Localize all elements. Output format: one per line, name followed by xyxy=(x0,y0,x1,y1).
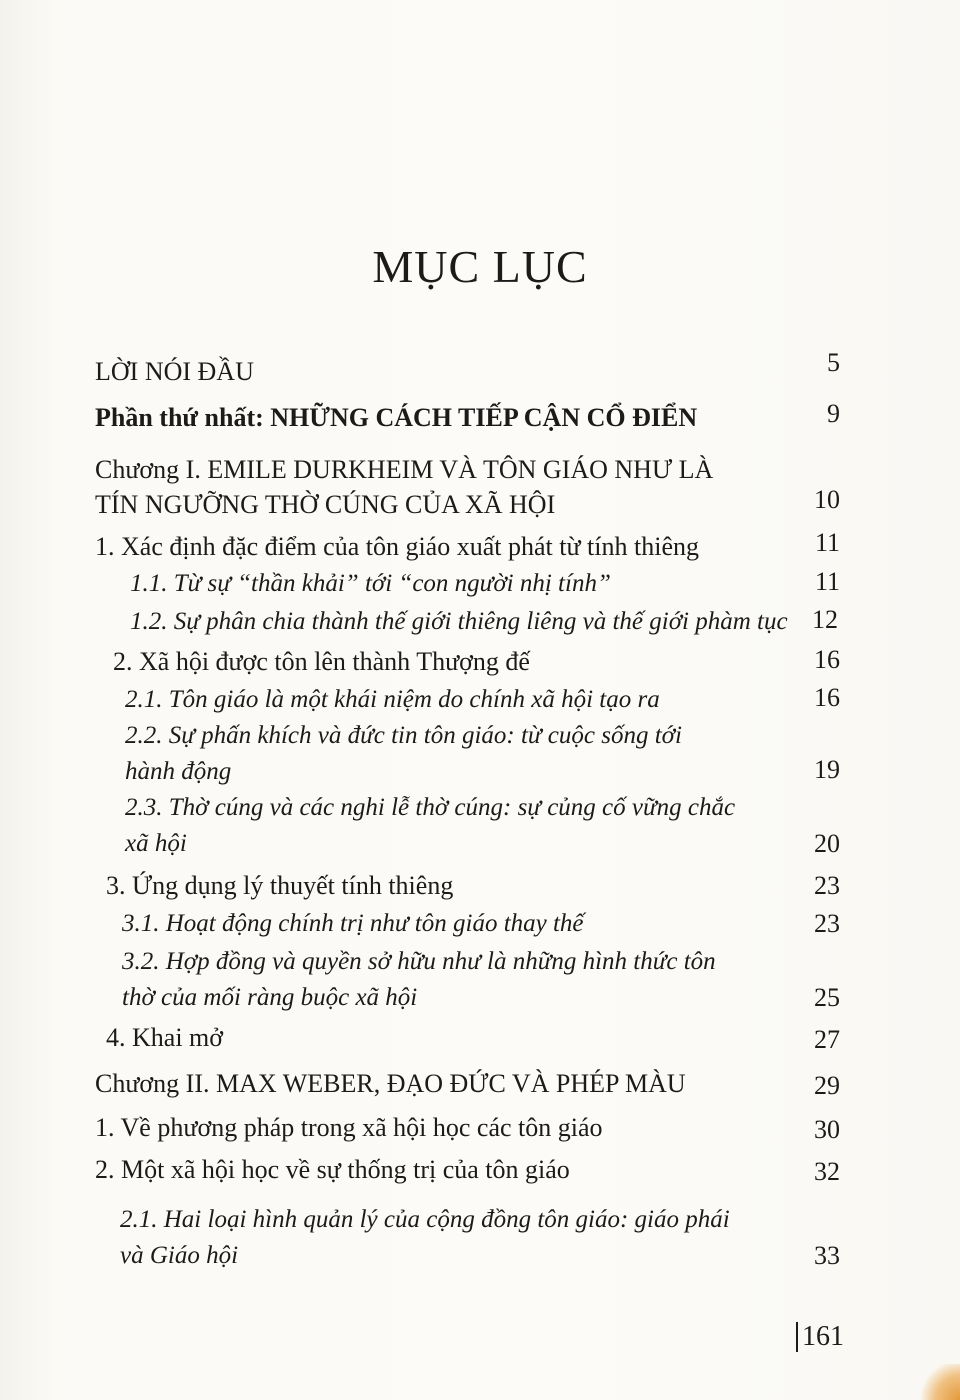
toc-entry-subsection-line2: hành động xyxy=(125,758,232,785)
toc-entry-subsection: 1.2. Sự phân chia thành thế giới thiêng liêng và thế giới phàm tục xyxy=(130,608,788,635)
toc-page-number: 16 xyxy=(814,683,840,712)
toc-page-number: 32 xyxy=(814,1157,840,1186)
toc-entry-subsection: 2.1. Hai loại hình quản lý của cộng đồng tôn giáo: giáo phái xyxy=(120,1206,730,1233)
page-corner-stain xyxy=(920,1364,960,1400)
toc-page-number: 30 xyxy=(814,1115,840,1144)
toc-page-number: 23 xyxy=(814,871,840,900)
toc-page-number: 11 xyxy=(814,567,840,596)
page-folio-number: 161 xyxy=(796,1322,844,1352)
toc-page-number: 16 xyxy=(814,645,840,674)
toc-page-number: 11 xyxy=(814,528,840,557)
toc-entry-section: 2. Xã hội được tôn lên thành Thượng đế xyxy=(113,647,530,676)
toc-page-number: 19 xyxy=(814,755,840,784)
toc-page-number: 12 xyxy=(812,605,838,634)
page-title: MỤC LỤC xyxy=(372,241,588,292)
toc-entry-subsection-line2: và Giáo hội xyxy=(120,1242,239,1269)
toc-entry-section: 1. Xác định đặc điểm của tôn giáo xuất phát từ tính thiêng xyxy=(95,532,699,561)
toc-entry-subsection: 3.1. Hoạt động chính trị như tôn giáo thay thế xyxy=(122,910,584,937)
toc-entry-chapter-1-line2: TÍN NGƯỠNG THỜ CÚNG CỦA XÃ HỘI xyxy=(95,490,556,519)
toc-entry-subsection: 3.2. Hợp đồng và quyền sở hữu như là những hình thức tôn xyxy=(122,948,716,975)
toc-entry-subsection: 2.2. Sự phấn khích và đức tin tôn giáo: từ cuộc sống tới xyxy=(125,722,682,749)
toc-page-number: 27 xyxy=(814,1025,840,1054)
toc-page-number: 10 xyxy=(814,485,840,514)
toc-entry-subsection-line2: thờ của mối ràng buộc xã hội xyxy=(122,984,418,1011)
toc-page-number: 29 xyxy=(814,1071,840,1100)
toc-entry-part-one: Phần thứ nhất: NHỮNG CÁCH TIẾP CẬN CỔ ĐIỂN xyxy=(95,403,698,432)
toc-page-number: 5 xyxy=(827,348,840,377)
toc-page-number: 25 xyxy=(814,983,840,1012)
toc-entry-section: 3. Ứng dụng lý thuyết tính thiêng xyxy=(106,871,454,900)
toc-entry-chapter-2: Chương II. MAX WEBER, ĐẠO ĐỨC VÀ PHÉP MÀU xyxy=(95,1069,686,1098)
toc-entry-section: 4. Khai mở xyxy=(106,1023,224,1052)
toc-entry-subsection: 1.1. Từ sự “thần khải” tới “con người nhị tính” xyxy=(130,570,611,597)
toc-entry-chapter-1: Chương I. EMILE DURKHEIM VÀ TÔN GIÁO NHƯ LÀ xyxy=(95,455,714,484)
toc-entry-subsection-line2: xã hội xyxy=(125,830,187,857)
toc-page-number: 20 xyxy=(814,829,840,858)
toc-entry-section: 2. Một xã hội học về sự thống trị của tôn giáo xyxy=(95,1155,570,1184)
toc-page-number: 9 xyxy=(827,399,840,428)
toc-entry-section: 1. Về phương pháp trong xã hội học các tôn giáo xyxy=(95,1113,603,1142)
toc-page-number: 23 xyxy=(814,909,840,938)
toc-entry-preface: LỜI NÓI ĐẦU xyxy=(95,357,254,386)
toc-entry-subsection: 2.3. Thờ cúng và các nghi lễ thờ cúng: sự củng cố vững chắc xyxy=(125,794,736,821)
toc-entry-subsection: 2.1. Tôn giáo là một khái niệm do chính xã hội tạo ra xyxy=(125,686,660,713)
toc-page-number: 33 xyxy=(814,1241,840,1270)
